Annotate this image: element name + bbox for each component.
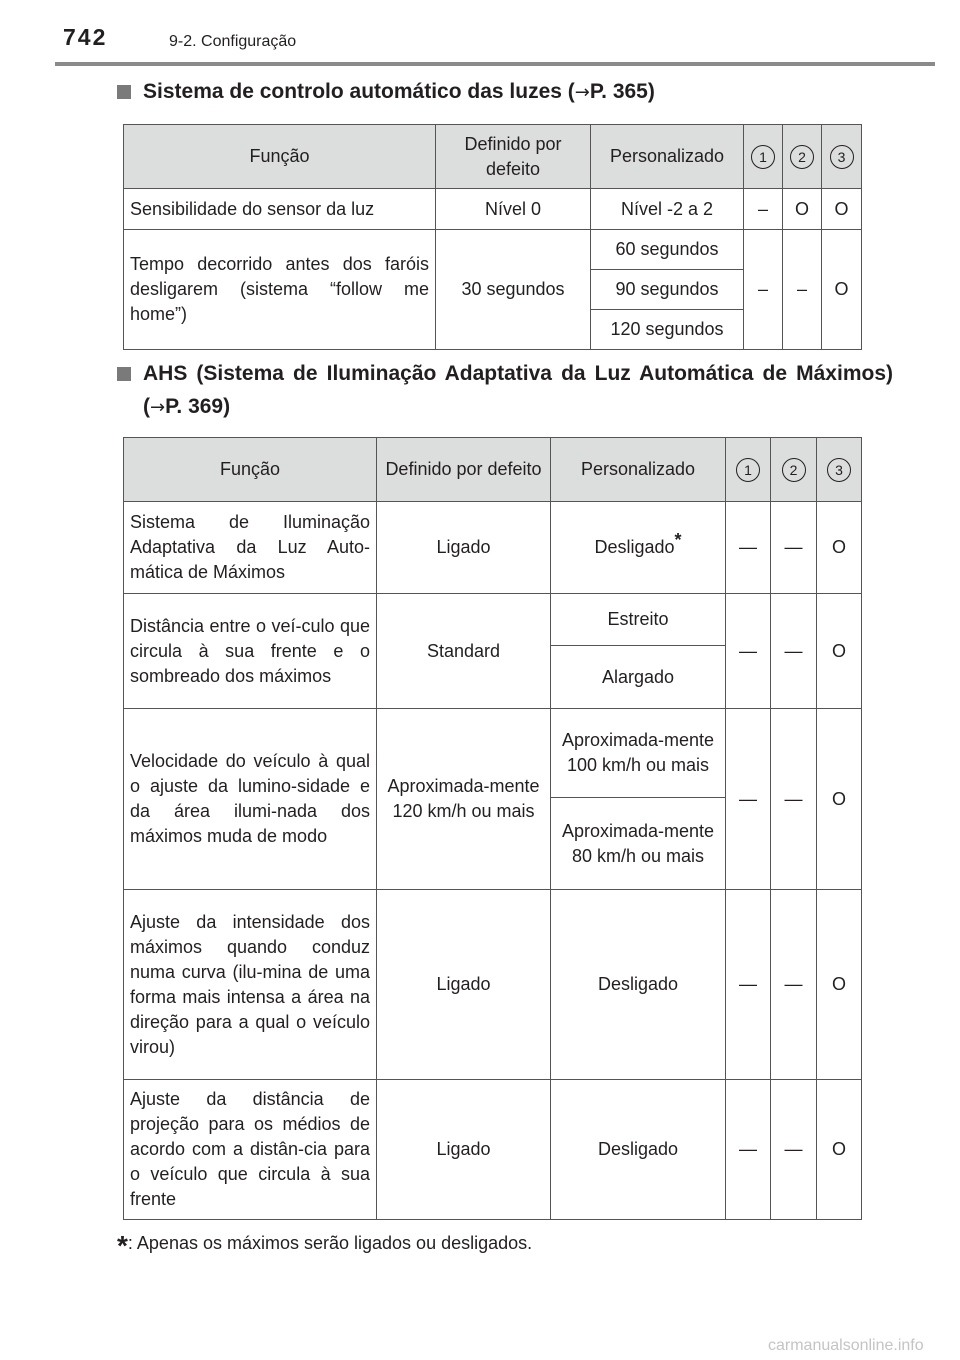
- arrow-right-icon: →: [574, 82, 590, 103]
- cell-default: 30 segundos: [436, 230, 591, 350]
- footnote: [117, 1230, 532, 1262]
- cell-default: Ligado: [377, 1080, 551, 1220]
- table-row: [124, 594, 862, 646]
- cell-c1: —: [726, 502, 771, 594]
- section1-heading: [117, 75, 893, 109]
- cell-c3: O: [822, 230, 862, 350]
- cell-custom-value: Desligado: [594, 537, 675, 557]
- col-header-function: Função: [124, 125, 436, 189]
- cell-c2: —: [771, 890, 817, 1080]
- col-header-custom: Personalizado: [591, 125, 744, 189]
- cell-c1: —: [726, 890, 771, 1080]
- col-header-1: [744, 125, 783, 189]
- table-header-row: [124, 438, 862, 502]
- cell-custom-option: Aproximada-mente 100 km/h ou mais: [551, 709, 726, 798]
- cell-function: Tempo decorrido antes dos faróis desligarem (sistema “follow me home”): [124, 230, 436, 350]
- cell-c2: —: [771, 594, 817, 709]
- col-header-default: Definido por defeito: [436, 125, 591, 189]
- col-header-3: [817, 438, 862, 502]
- cell-custom-option: Aproximada-mente 80 km/h ou mais: [551, 798, 726, 890]
- cell-function: Sensibilidade do sensor da luz: [124, 189, 436, 230]
- cell-c1: —: [726, 1080, 771, 1220]
- col-header-3: [822, 125, 862, 189]
- page-header: [55, 22, 935, 60]
- cell-c1: —: [726, 709, 771, 890]
- cell-function: Distância entre o veí-culo que circula à sua frente e o sombreado dos máximos: [124, 594, 377, 709]
- cell-function: Sistema de Iluminação Adaptativa da Luz Auto-mática de Máximos: [124, 502, 377, 594]
- cell-function: Ajuste da intensidade dos máximos quando conduz numa curva (ilu-mina de uma forma mais intensa a área na direção para a qual o veículo virou): [124, 890, 377, 1080]
- table-row: [124, 189, 862, 230]
- cell-c3: O: [817, 890, 862, 1080]
- circled-3-icon: 3: [827, 458, 851, 482]
- arrow-right-icon: →: [150, 397, 166, 418]
- square-bullet-icon: [117, 85, 131, 99]
- cell-default: Ligado: [377, 890, 551, 1080]
- square-bullet-icon: [117, 367, 131, 381]
- cell-function: Ajuste da distância de projeção para os médios de acordo com a distân-cia para o veículo que circula à sua frente: [124, 1080, 377, 1220]
- section2-table: [123, 437, 862, 1220]
- col-header-default: Definido por defeito: [377, 438, 551, 502]
- cell-custom: Nível -2 a 2: [591, 189, 744, 230]
- cell-custom-option: 90 segundos: [591, 270, 744, 310]
- section2-heading: [117, 357, 893, 424]
- cell-c1: –: [744, 230, 783, 350]
- circled-2-icon: 2: [782, 458, 806, 482]
- header-rule: [55, 62, 935, 66]
- cell-c2: –: [783, 230, 822, 350]
- table-row: [124, 230, 862, 270]
- cell-c3: O: [817, 594, 862, 709]
- circled-3-icon: 3: [830, 145, 854, 169]
- cell-custom: [551, 502, 726, 594]
- cell-c1: —: [726, 594, 771, 709]
- col-header-custom: Personalizado: [551, 438, 726, 502]
- section-label: 9-2. Configuração: [169, 33, 297, 50]
- cell-c1: –: [744, 189, 783, 230]
- cell-custom-option: 120 segundos: [591, 310, 744, 350]
- col-header-1: [726, 438, 771, 502]
- cell-c2: —: [771, 709, 817, 890]
- cell-default: Nível 0: [436, 189, 591, 230]
- footnote-asterisk: *: [117, 1230, 128, 1261]
- cell-c2: —: [771, 502, 817, 594]
- col-header-2: [783, 125, 822, 189]
- circled-1-icon: 1: [736, 458, 760, 482]
- section1-title: Sistema de controlo automático das luzes (: [143, 80, 575, 103]
- cell-c3: O: [817, 1080, 862, 1220]
- cell-custom: Desligado: [551, 890, 726, 1080]
- cell-c3: O: [822, 189, 862, 230]
- section1-table: [123, 124, 862, 350]
- cell-default: Standard: [377, 594, 551, 709]
- watermark: carmanualsonline.info: [768, 1337, 924, 1354]
- cell-default: Aproximada-mente 120 km/h ou mais: [377, 709, 551, 890]
- section2-title: AHS (Sistema de Iluminação Adaptativa da Luz Automática de Máximos) (: [143, 362, 893, 418]
- cell-custom-option: 60 segundos: [591, 230, 744, 270]
- circled-2-icon: 2: [790, 145, 814, 169]
- cell-custom-option: Alargado: [551, 646, 726, 709]
- cell-custom-option: Estreito: [551, 594, 726, 646]
- cell-default: Ligado: [377, 502, 551, 594]
- section1-ref: P. 365): [589, 80, 655, 103]
- col-header-2: [771, 438, 817, 502]
- table-row: [124, 502, 862, 594]
- table-row: [124, 709, 862, 798]
- table-row: [124, 890, 862, 1080]
- footnote-text: : Apenas os máximos serão ligados ou desligados.: [127, 1233, 533, 1253]
- cell-function: Velocidade do veículo à qual o ajuste da lumino-sidade e da área ilumi-nada dos máximos muda de modo: [124, 709, 377, 890]
- cell-c3: O: [817, 709, 862, 890]
- cell-c2: O: [783, 189, 822, 230]
- cell-c2: —: [771, 1080, 817, 1220]
- table-row: [124, 1080, 862, 1220]
- cell-custom: Desligado: [551, 1080, 726, 1220]
- cell-c3: O: [817, 502, 862, 594]
- section2-ref: P. 369): [165, 395, 231, 418]
- table-header-row: [124, 125, 862, 189]
- col-header-function: Função: [124, 438, 377, 502]
- footnote-marker: *: [674, 530, 682, 550]
- circled-1-icon: 1: [751, 145, 775, 169]
- page-number: 742: [63, 24, 108, 50]
